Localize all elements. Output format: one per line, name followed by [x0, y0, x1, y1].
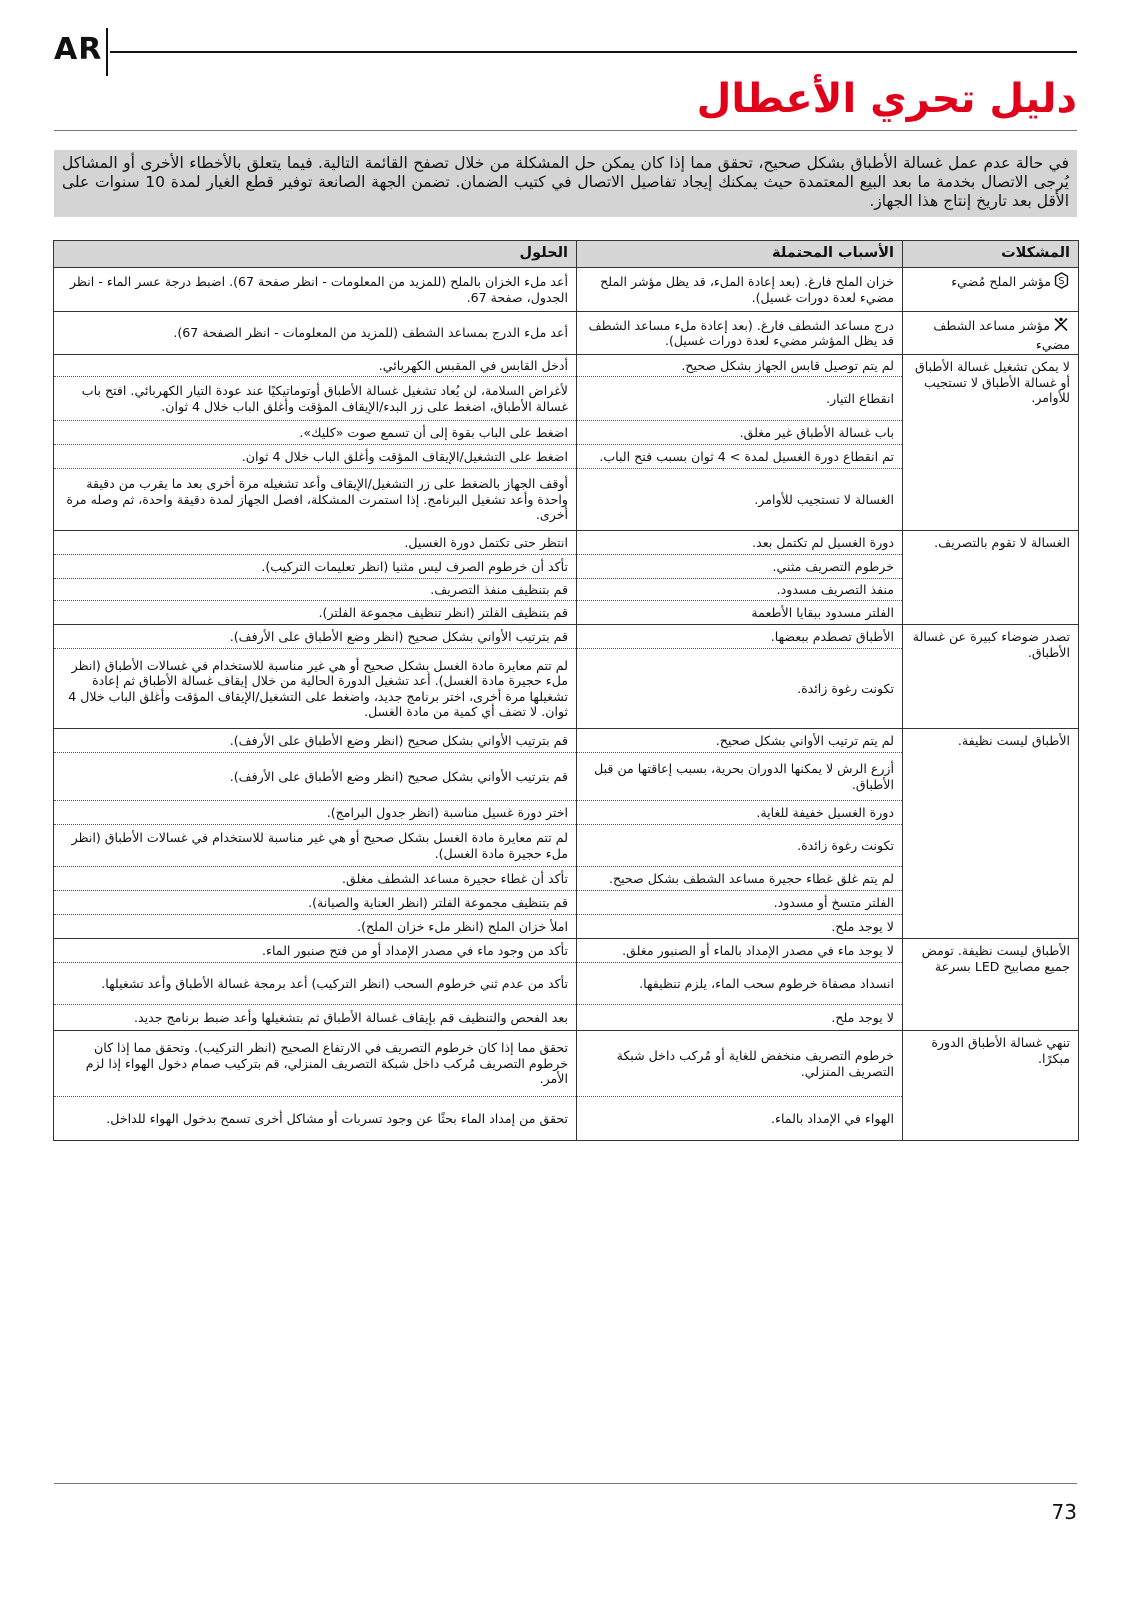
solution-cell: قم بتنظيف الفلتر (انظر تنظيف مجموعة الفلتر). [54, 601, 577, 625]
table-row [54, 355, 1079, 377]
language-code: AR [54, 32, 103, 67]
solution-cell: تأكد من عدم ثني خرطوم السحب (انظر التركيب) أعد برمجة غسالة الأطباق وأعد تشغيلها. [54, 963, 577, 1005]
svg-text:S: S [1058, 275, 1065, 287]
header-cause: الأسباب المحتملة [577, 241, 903, 268]
cause-cell: الأطباق تصطدم ببعضها. [577, 625, 903, 649]
cause-cell: درج مساعد الشطف فارغ. (بعد إعادة ملء مساعد الشطف قد يظل المؤشر مضيء لعدة دورات غسيل). [577, 312, 903, 355]
problem-cell [903, 625, 1079, 729]
solution-cell: اضغط على الباب بقوة إلى أن تسمع صوت «كليك». [54, 421, 577, 445]
solution-cell: قم بتنظيف مجموعة الفلتر (انظر العناية والصيانة). [54, 891, 577, 915]
cause-cell: باب غسالة الأطباق غير مغلق. [577, 421, 903, 445]
solution-cell: بعد الفحص والتنظيف قم بإيقاف غسالة الأطباق ثم بتشغيلها وأعد ضبط برنامج جديد. [54, 1005, 577, 1031]
cause-cell: الغسالة لا تستجيب للأوامر. [577, 469, 903, 531]
cause-cell: دورة الغسيل لم تكتمل بعد. [577, 531, 903, 555]
solution-cell: قم بترتيب الأواني بشكل صحيح (انظر وضع الأطباق على الأرفف). [54, 729, 577, 753]
cause-cell: تكونت رغوة زائدة. [577, 649, 903, 729]
table-row [54, 729, 1079, 753]
solution-cell: تحقق مما إذا كان خرطوم التصريف في الارتفاع الصحيح (انظر التركيب). وتحقق مما إذا كان خرطوم التصريف مُركب داخل شبكة التصريف المنزلي، قم بتركيب صمام دخول الهواء إذا لزم الأمر. [54, 1031, 577, 1097]
problem-cell [903, 355, 1079, 531]
table-row [54, 939, 1079, 963]
cause-cell: الفلتر مسدود ببقايا الأطعمة [577, 601, 903, 625]
solution-cell: أعد ملء الخزان بالملح (للمزيد من المعلومات - انظر صفحة 67). اضبط درجة عسر الماء - انظر الجدول، صفحة 67. [54, 268, 577, 312]
solution-cell: تأكد أن خرطوم الصرف ليس مثنيا (انظر تعليمات التركيب). [54, 555, 577, 579]
cause-cell: انقطاع التيار. [577, 377, 903, 421]
cause-cell: منفذ التصريف مسدود. [577, 579, 903, 601]
solution-cell: اضغط على التشغيل/الإيقاف المؤقت وأغلق الباب خلال 4 ثوان. [54, 445, 577, 469]
cause-cell: الهواء في الإمداد بالماء. [577, 1097, 903, 1141]
problem-text: تصدر ضوضاء كبيرة عن غسالة الأطباق. [912, 629, 1070, 660]
table-row [54, 531, 1079, 555]
problem-text: الأطباق ليست نظيفة. تومض جميع مصابيح LED بسرعة [921, 943, 1070, 974]
cause-cell: الفلتر متسخ أو مسدود. [577, 891, 903, 915]
header-divider [106, 28, 108, 76]
header-rule [110, 51, 1077, 53]
solution-cell: املأ خزان الملح (انظر ملء خزان الملح). [54, 915, 577, 939]
cause-cell: خرطوم التصريف مثني. [577, 555, 903, 579]
problem-cell [903, 531, 1079, 625]
solution-cell: أعد ملء الدرج بمساعد الشطف (للمزيد من المعلومات - انظر الصفحة 67). [54, 312, 577, 355]
page-number: 73 [1051, 1500, 1077, 1524]
cause-cell: لا يوجد ملح. [577, 915, 903, 939]
cause-cell: لم يتم توصيل قابس الجهاز بشكل صحيح. [577, 355, 903, 377]
problem-cell [903, 939, 1079, 1031]
cause-cell: لا يوجد ملح. [577, 1005, 903, 1031]
header-solution: الحلول [54, 241, 577, 268]
solution-cell: تأكد أن غطاء حجيرة مساعد الشطف مغلق. [54, 867, 577, 891]
problem-text: مؤشر الملح مُضيء [951, 273, 1051, 289]
solution-cell: أدخل القابس في المقبس الكهربائي. [54, 355, 577, 377]
solution-cell: تأكد من وجود ماء في مصدر الإمداد أو من فتح صنبور الماء. [54, 939, 577, 963]
cause-cell: تم انقطاع دورة الغسيل لمدة > 4 ثوان بسبب فتح الباب. [577, 445, 903, 469]
table-header-row [54, 241, 1079, 268]
table-row [54, 1031, 1079, 1097]
solution-cell: قم بتنظيف منفذ التصريف. [54, 579, 577, 601]
page-title: دليل تحري الأعطال [696, 76, 1077, 122]
problem-text: الأطباق ليست نظيفة. [957, 733, 1070, 748]
cause-cell: لا يوجد ماء في مصدر الإمداد بالماء أو الصنبور مغلق. [577, 939, 903, 963]
table-row [54, 268, 1079, 312]
cause-cell: لم يتم غلق غطاء حجيرة مساعد الشطف بشكل صحيح. [577, 867, 903, 891]
cause-cell: أزرع الرش لا يمكنها الدوران بحرية، بسبب إعاقتها من قبل الأطباق. [577, 753, 903, 801]
problem-cell [903, 729, 1079, 939]
problem-text: لا يمكن تشغيل غسالة الأطباق أو غسالة الأطباق لا تستجيب للأوامر. [914, 359, 1070, 405]
footer-rule [54, 1483, 1077, 1484]
solution-cell: لم تتم معايرة مادة الغسل بشكل صحيح أو هي غير مناسبة للاستخدام في غسالات الأطباق (انظر ملء حجيرة مادة الغسل). [54, 825, 577, 867]
problem-cell [903, 268, 1079, 312]
problem-text: مؤشر مساعد الشطف مضيء [933, 317, 1070, 352]
title-rule [54, 130, 1077, 131]
cause-cell: انسداد مصفاة خرطوم سحب الماء، يلزم تنظيفها. [577, 963, 903, 1005]
cause-cell: دورة الغسيل خفيفة للغاية. [577, 801, 903, 825]
problem-text: الغسالة لا تقوم بالتصريف. [934, 535, 1070, 550]
problem-cell [903, 1031, 1079, 1141]
cause-cell: لم يتم ترتيب الأواني بشكل صحيح. [577, 729, 903, 753]
solution-cell: لم تتم معايرة مادة الغسل بشكل صحيح أو هي غير مناسبة للاستخدام في غسالات الأطباق (انظر ملء حجيرة مادة الغسل). أعد تشغيل الدورة الحالية من خلال إيقاف غسالة الأطباق ثم إعادة تشغيلها مرة أخرى، اختر برنامج جديد، واضغط على التشغيل/الإيقاف المؤقت وأغلق الباب خلال 4 ثوان. لا تضف أي كمية من مادة الغسل. [54, 649, 577, 729]
solution-cell: أوقف الجهاز بالضغط على زر التشغيل/الإيقاف وأعد تشغيله مرة أخرى بعد ما يقرب من دقيقة واحدة وأعد تشغيل البرنامج. إذا استمرت المشكلة، افصل الجهاز لمدة دقيقة واحدة، ثم وصله مرة أخرى. [54, 469, 577, 531]
table-row [54, 312, 1079, 355]
problem-text: تنهي غسالة الأطباق الدورة مبكرًا. [931, 1035, 1070, 1066]
problem-cell [903, 312, 1079, 355]
cause-cell: خزان الملح فارغ. (بعد إعادة الملء، قد يظل مؤشر الملح مضيء لعدة دورات غسيل). [577, 268, 903, 312]
salt-icon [1053, 272, 1070, 293]
solution-cell: انتظر حتى تكتمل دورة الغسيل. [54, 531, 577, 555]
solution-cell: تحقق من إمداد الماء بحثًا عن وجود تسربات أو مشاكل أخرى تسمح بدخول الهواء للداخل. [54, 1097, 577, 1141]
cause-cell: تكونت رغوة زائدة. [577, 825, 903, 867]
rinse-aid-icon [1052, 316, 1070, 337]
cause-cell: خرطوم التصريف منخفض للغاية أو مُركب داخل شبكة التصريف المنزلي. [577, 1031, 903, 1097]
solution-cell: لأغراض السلامة، لن يُعاد تشغيل غسالة الأطباق أوتوماتيكيًا عند عودة التيار الكهربائي. افتح باب غسالة الأطباق، اضغط على زر البدء/الإيقاف المؤقت وأغلق الباب خلال 4 ثوان. [54, 377, 577, 421]
intro-box: في حالة عدم عمل غسالة الأطباق بشكل صحيح، تحقق مما إذا كان يمكن حل المشكلة من خلال تصفح القائمة التالية. فيما يتعلق بالأخطاء الأخرى أو المشاكل يُرجى الاتصال بخدمة ما بعد البيع المعتمدة حيث يمكنك إيجاد تفاصيل الاتصال في كتيب الضمان. تضمن الجهة الصانعة توفير قطع الغيار لمدة 10 سنوات على الأقل بعد تاريخ إنتاج هذا الجهاز. [54, 150, 1077, 217]
solution-cell: قم بترتيب الأواني بشكل صحيح (انظر وضع الأطباق على الأرفف). [54, 625, 577, 649]
solution-cell: قم بترتيب الأواني بشكل صحيح (انظر وضع الأطباق على الأرفف). [54, 753, 577, 801]
table-row [54, 625, 1079, 649]
header-problem: المشكلات [903, 241, 1079, 268]
solution-cell: اختر دورة غسيل مناسبة (انظر جدول البرامج). [54, 801, 577, 825]
troubleshooting-table [53, 240, 1079, 1141]
